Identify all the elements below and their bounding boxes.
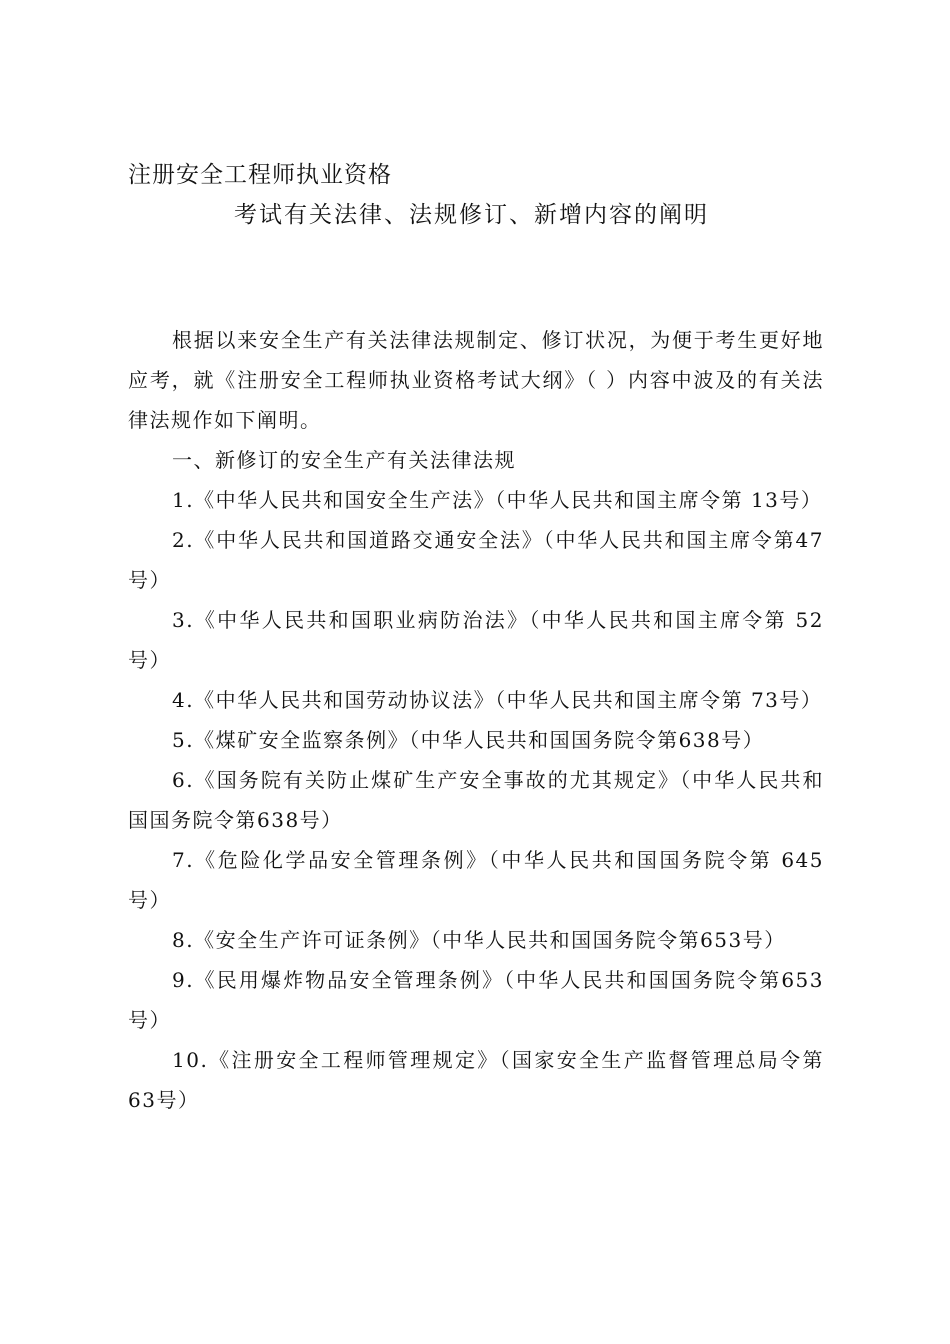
document-title-line1: 注册安全工程师执业资格: [128, 162, 392, 188]
law-item: 3.《中华人民共和国职业病防治法》（中华人民共和国主席令第 52号）: [128, 608, 824, 672]
law-item: 2.《中华人民共和国道路交通安全法》（中华人民共和国主席令第47号）: [128, 528, 824, 592]
intro-paragraph: 根据以来安全生产有关法律法规制定、修订状况，为便于考生更好地应考，就《注册安全工程师执业资格考试大纲》（ ）内容中波及的有关法律法规作如下阐明。: [128, 328, 824, 432]
law-item: 8.《安全生产许可证条例》（中华人民共和国国务院令第653号）: [172, 928, 786, 952]
law-item: 7.《危险化学品安全管理条例》（中华人民共和国国务院令第 645号）: [128, 848, 824, 912]
law-item: 10.《注册安全工程师管理规定》（国家安全生产监督管理总局令第63号）: [128, 1048, 824, 1112]
law-item: 1.《中华人民共和国安全生产法》（中华人民共和国主席令第 13号）: [172, 488, 823, 512]
law-item: 5.《煤矿安全监察条例》（中华人民共和国国务院令第638号）: [172, 728, 765, 752]
law-item: 4.《中华人民共和国劳动协议法》（中华人民共和国主席令第 73号）: [172, 688, 823, 712]
law-item: 6.《国务院有关防止煤矿生产安全事故的尤其规定》（中华人民共和国国务院令第638号）: [128, 768, 824, 832]
document-title-line2: 考试有关法律、法规修订、新增内容的阐明: [234, 202, 709, 228]
law-item: 9.《民用爆炸物品安全管理条例》（中华人民共和国国务院令第653号）: [128, 968, 824, 1032]
section-heading: 一、新修订的安全生产有关法律法规: [172, 448, 516, 472]
document-body: [128, 320, 824, 1120]
